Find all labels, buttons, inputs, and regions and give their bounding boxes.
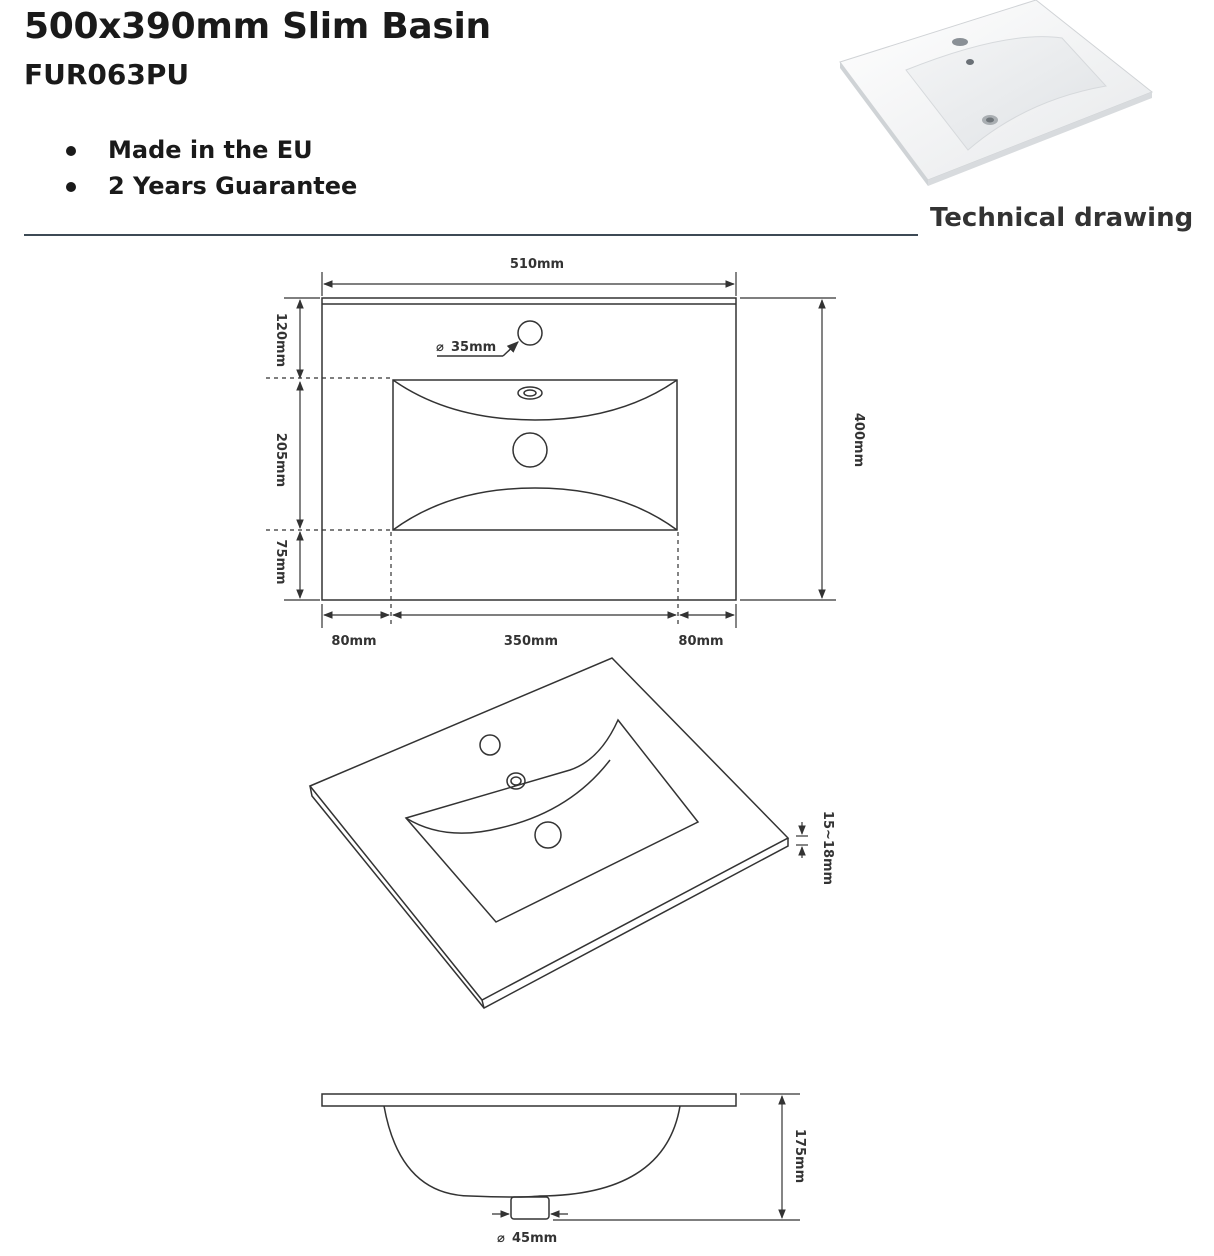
side-view (322, 1094, 736, 1219)
bowl-back-curve (393, 380, 677, 420)
side-bowl (384, 1106, 680, 1197)
product-title: 500x390mm Slim Basin (24, 6, 491, 47)
depth-label: 400mm (851, 412, 866, 468)
plan-dimensions (266, 272, 836, 628)
height-label: 175mm (792, 1128, 807, 1184)
perspective-bowl (406, 720, 698, 922)
bullet-dot-icon (66, 182, 76, 192)
feature-label: 2 Years Guarantee (108, 172, 358, 200)
side-dimensions (492, 1094, 800, 1220)
waste-hole (513, 433, 547, 467)
feature-item (62, 168, 357, 204)
back-margin-label: 120mm (273, 312, 288, 368)
front-margin-label: 75mm (273, 539, 288, 585)
plan-view (322, 298, 736, 600)
side-waste-outlet (511, 1197, 549, 1219)
feature-label: Made in the EU (108, 136, 313, 164)
diameter-symbol-icon: ⌀ (436, 340, 444, 355)
side-countertop (322, 1094, 736, 1106)
edge-thickness-label: 15~18mm (820, 810, 835, 886)
bowl-outline (393, 380, 677, 530)
perspective-top (310, 658, 788, 1000)
tap-hole-label: 35mm (451, 340, 497, 355)
feature-list (62, 132, 357, 204)
section-divider (24, 234, 918, 236)
bullet-dot-icon (66, 146, 76, 156)
width-label: 510mm (509, 257, 565, 272)
product-photo (836, 0, 1156, 190)
tap-hole (518, 321, 542, 345)
left-margin-label: 80mm (331, 634, 377, 649)
feature-item (62, 132, 357, 168)
perspective-view (310, 658, 788, 1008)
waste-outlet-label: 45mm (512, 1231, 558, 1246)
diameter-symbol-icon: ⌀ (497, 1231, 505, 1246)
product-code: FUR063PU (24, 58, 190, 91)
bowl-front-curve (393, 488, 677, 530)
section-heading: Technical drawing (930, 203, 1194, 233)
thickness-dimension (796, 822, 808, 858)
right-margin-label: 80mm (678, 634, 724, 649)
bowl-length-label: 205mm (273, 432, 288, 488)
overflow-hole (518, 387, 542, 399)
countertop-outline (322, 298, 736, 600)
bowl-width-label: 350mm (503, 634, 559, 649)
